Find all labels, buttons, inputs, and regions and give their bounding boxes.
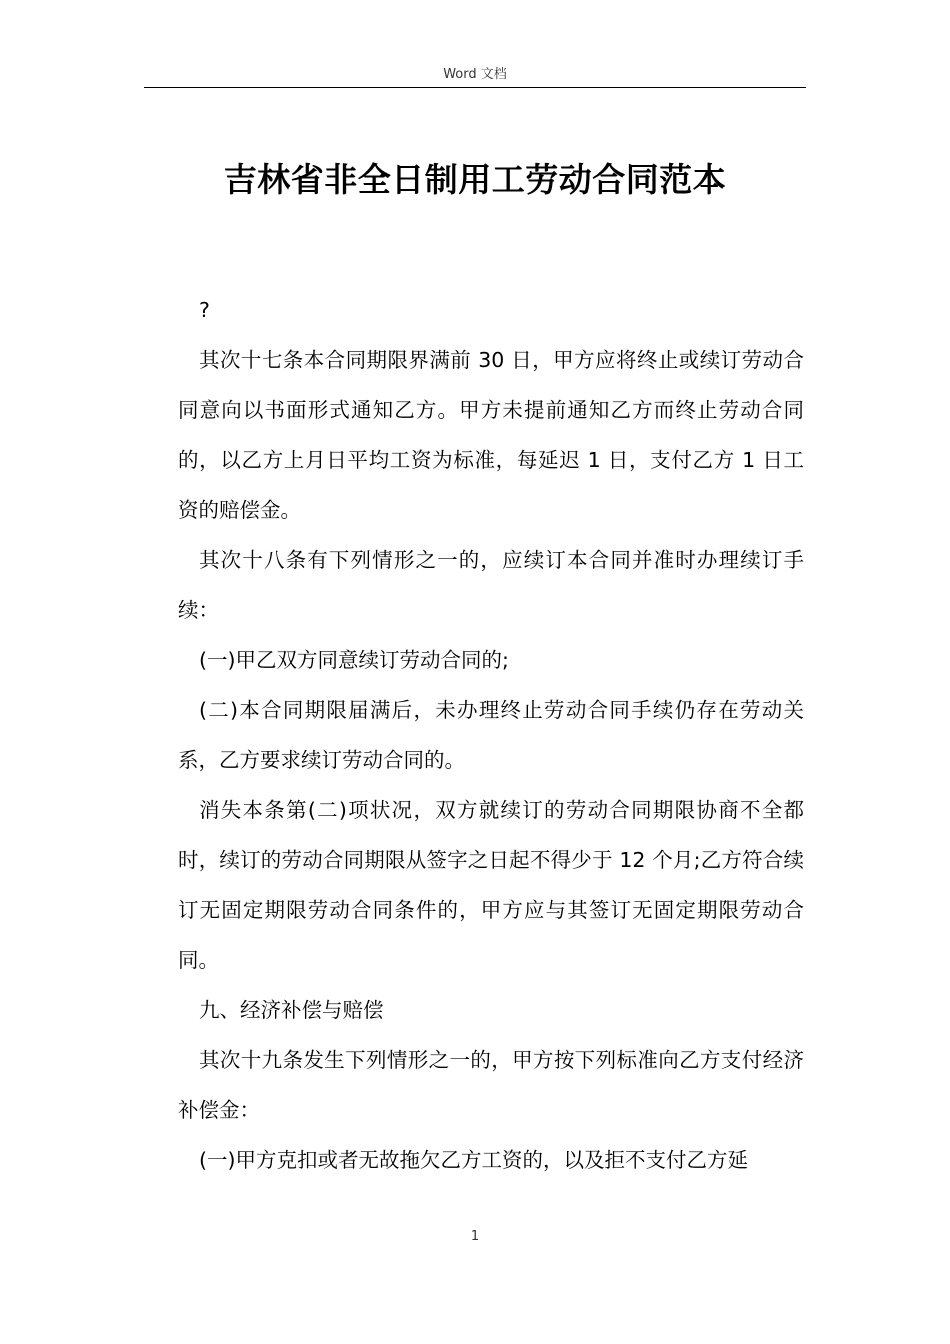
page-header: Word 文档 <box>443 67 507 82</box>
paragraph: (二)本合同期限届满后，未办理终止劳动合同手续仍存在劳动关系，乙方要求续订劳动合同的。 <box>178 698 804 772</box>
paragraph: 消失本条第(二)项状况，双方就续订的劳动合同期限协商不全都时，续订的劳动合同期限从签字之日起不得少于 12 个月;乙方符合续订无固定期限劳动合同条件的，甲方应与其签订无固定期限劳动合同。 <box>178 798 804 972</box>
page-number: 1 <box>470 1229 480 1244</box>
paragraph: 其次十九条发生下列情形之一的，甲方按下列标准向乙方支付经济补偿金： <box>178 1048 804 1122</box>
paragraph: (一)甲方克扣或者无故拖欠乙方工资的，以及拒不支付乙方延 <box>199 1148 748 1172</box>
paragraph: (一)甲乙双方同意续订劳动合同的; <box>199 648 509 672</box>
header-divider <box>144 87 806 88</box>
document-body <box>178 285 804 1185</box>
paragraph: ? <box>199 298 210 322</box>
paragraph: 其次十八条有下列情形之一的，应续订本合同并准时办理续订手续： <box>178 548 804 622</box>
section-heading: 九、经济补偿与赔偿 <box>199 998 384 1022</box>
document-title: 吉林省非全日制用工劳动合同范本 <box>223 160 727 199</box>
paragraph: 其次十七条本合同期限界满前 30 日，甲方应将终止或续订劳动合同意向以书面形式通知乙方。甲方未提前通知乙方而终止劳动合同的，以乙方上月日平均工资为标准，每延迟 1 日，支付乙方 1 日工资的赔偿金。 <box>178 348 804 522</box>
